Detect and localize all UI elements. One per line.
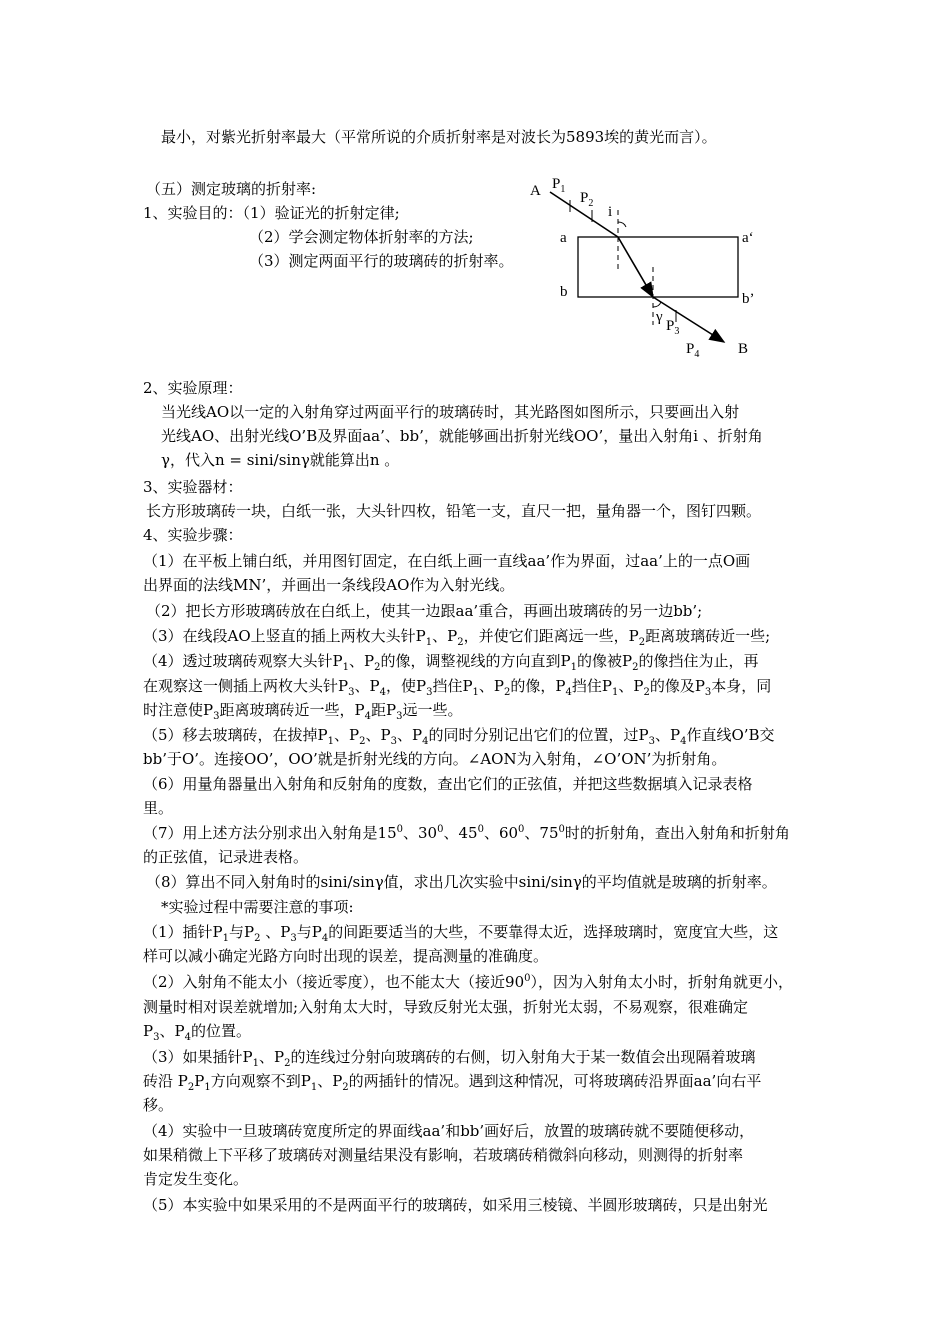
- label-a: a: [560, 230, 567, 246]
- text-line: 在观察这一侧插上两枚大头针$P_3$、$P_4$，使$P_3$挡住$P_1$、$P_2$的像，$P_4$挡住$P_1$、$P_2$的像及$P_3$本身，同: [143, 677, 772, 698]
- text-line: $P_3$、$P_4$的位置。: [143, 1022, 251, 1043]
- text-line: *实验过程中需要注意的事项:: [161, 898, 354, 916]
- emergent-ray: [653, 297, 724, 342]
- text-line: （3）如果插针$P_1$、$P_2$的连线过分射向玻璃砖的右侧，切入射角大于某一数值会出现隔着玻璃: [143, 1048, 756, 1069]
- section-heading: （五）测定玻璃的折射率:: [146, 180, 317, 198]
- text-line: （5）本实验中如果采用的不是两面平行的玻璃砖，如采用三棱镜、半圆形玻璃砖，只是出射光: [143, 1196, 768, 1214]
- refraction-angle-arc: [653, 302, 661, 307]
- text-line: （7）用上述方法分别求出入射角是$15^0$、$30^0$、$45^0$、$60^0$、$75^0$时的折射角，查出入射角和折射角: [143, 824, 790, 842]
- text-line: 长方形玻璃砖一块，白纸一张，大头针四枚，铅笔一支，直尺一把，量角器一个，图钉四颗。: [146, 502, 762, 520]
- text-line: 1、实验目的：（1）验证光的折射定律;: [143, 204, 400, 222]
- refracted-ray: [618, 237, 653, 297]
- text-line: 砖沿 $P_2P_1$方向观察不到$P_1$、$P_2$的两插针的情况。遇到这种情况，可将玻璃砖沿界面aa’向右平: [143, 1072, 762, 1093]
- text-line: 测量时相对误差就增加;入射角太大时，导致反射光太强，折射光太弱，不易观察，很难确定: [143, 998, 749, 1016]
- text-line: 里。: [143, 799, 174, 817]
- text-line: γ，代入n = sini/sinγ就能算出n 。: [161, 451, 400, 469]
- text-line: 样可以减小确定光路方向时出现的误差，提高测量的准确度。: [143, 947, 549, 965]
- text-line: 肯定发生变化。: [143, 1170, 249, 1188]
- text-line: （4）实验中一旦玻璃砖宽度所定的界面线aa’和bb’画好后，放置的玻璃砖就不要随便移动，: [143, 1122, 755, 1140]
- text-line: （8）算出不同入射角时的sini/sinγ值，求出几次实验中sini/sinγ的平均值就是玻璃的折射率。: [146, 873, 777, 891]
- text-line: bb’于O’。连接OO’，OO’就是折射光线的方向。∠AON为入射角，∠O’ON’为折射角。: [143, 750, 727, 768]
- text-line: 3、实验器材：: [143, 478, 243, 496]
- glass-block: [578, 237, 738, 297]
- text-line: 出界面的法线MN’，并画出一条线段AO作为入射光线。: [143, 576, 515, 594]
- text-line: 当光线AO以一定的入射角穿过两面平行的玻璃砖时，其光路图如图所示，只要画出入射: [161, 403, 740, 421]
- incidence-angle-arc: [618, 222, 626, 227]
- text-line: （2）学会测定物体折射率的方法;: [249, 228, 474, 246]
- text-line: （5）移去玻璃砖，在拔掉$P_1$、$P_2$、$P_3$、$P_4$的同时分别记出它们的位置，过$P_3$、$P_4$作直线O’B交: [143, 726, 775, 747]
- refraction-diagram: [520, 170, 780, 365]
- text-line: （1）插针$P_1$与$P_2$ 、$P_3$与$P_4$的间距要适当的大些，不要靠得太近，选择玻璃时，宽度宜大些，这: [143, 923, 779, 944]
- label-a-prime: a‘: [742, 230, 754, 246]
- text-line: 最小，对紫光折射率最大（平常所说的介质折射率是对波长为5893埃的黄光而言）。: [161, 128, 717, 146]
- label-p4: $P_4$: [686, 341, 700, 360]
- label-p2: $P_2$: [580, 190, 594, 209]
- text-line: 2、实验原理：: [143, 379, 243, 397]
- text-line: （4）透过玻璃砖观察大头针$P_1$、$P_2$的像，调整视线的方向直到$P_1$的像被$P_2$的像挡住为止，再: [143, 652, 759, 673]
- text-line: 移。: [143, 1096, 174, 1114]
- text-line: （3）测定两面平行的玻璃砖的折射率。: [249, 252, 514, 270]
- label-b-point: B: [738, 341, 749, 357]
- text-line: （6）用量角器量出入射角和反射角的度数，查出它们的正弦值，并把这些数据填入记录表格: [143, 775, 753, 793]
- text-line: （1）在平板上铺白纸，并用图钉固定，在白纸上画一直线aa’作为界面，过aa’上的一点O画: [143, 552, 751, 570]
- label-gamma: γ: [656, 309, 663, 325]
- label-a-point: A: [530, 183, 541, 199]
- label-b: b: [560, 284, 568, 300]
- text-line: 4、实验步骤：: [143, 526, 243, 544]
- text-line: 时注意使$P_3$距离玻璃砖近一些，$P_4$距$P_3$远一些。: [143, 701, 463, 722]
- label-p1: $P_1$: [552, 176, 566, 195]
- label-p3: $P_3$: [666, 318, 680, 337]
- text-line: 光线AO、出射光线O’B及界面aa’、bb’，就能够画出折射光线OO’，量出入射角i 、折射角: [161, 427, 763, 445]
- text-line: （2）入射角不能太小（接近零度），也不能太大（接近$90^0$），因为入射角太小时，折射角就更小，: [143, 973, 794, 991]
- text-line: 如果稍微上下平移了玻璃砖对测量结果没有影响，若玻璃砖稍微斜向移动，则测得的折射率: [143, 1146, 744, 1164]
- text-line: （3）在线段AO上竖直的插上两枚大头针$P_1$、$P_2$，并使它们距离远一些，$P_2$距离玻璃砖近一些;: [143, 627, 771, 648]
- label-b-prime: b’: [742, 291, 755, 307]
- label-i: i: [608, 204, 613, 220]
- text-line: 的正弦值，记录进表格。: [143, 848, 309, 866]
- text-line: （2）把长方形玻璃砖放在白纸上，使其一边跟aa’重合，再画出玻璃砖的另一边bb’;: [146, 602, 703, 620]
